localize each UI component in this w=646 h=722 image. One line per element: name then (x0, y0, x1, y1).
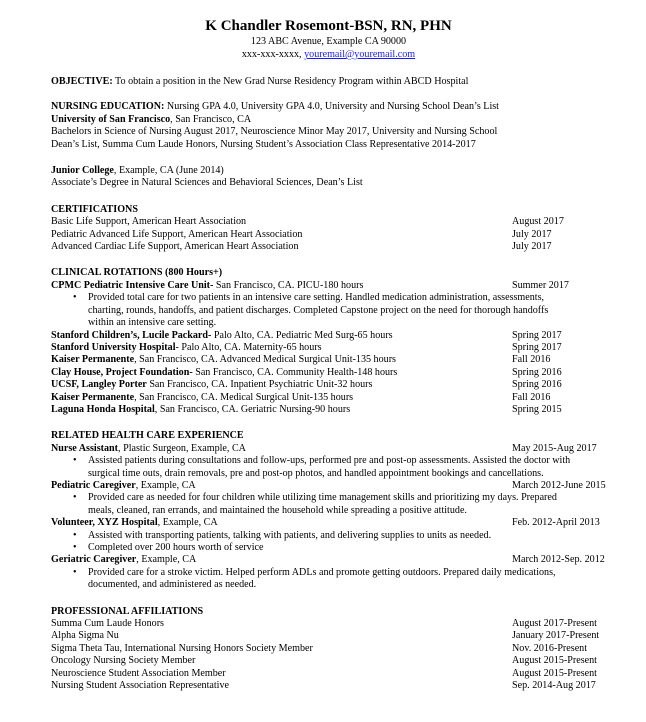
rotation-org: Stanford University Hospital (51, 341, 176, 353)
clinical-heading: CLINICAL ROTATIONS (800 Hours+) (51, 267, 223, 279)
rotation-details: - Palo Alto, CA. Maternity-65 hours (175, 341, 322, 353)
affiliation-name: Oncology Nursing Society Member (51, 655, 196, 667)
bullet-item: • Provided total care for two patients in an intensive care setting. Handled medication administration, assessments, charting, rounds, handoffs, and patient discharges. Completed Capstone project on the need for thorough handoffs within an intensive care setting. (88, 292, 606, 329)
job-bullets (51, 530, 606, 555)
certification-name: Basic Life Support, American Heart Association (51, 216, 247, 228)
rotation-details: San Francisco, CA. Inpatient Psychiatric Unit-32 hours (146, 379, 373, 391)
clinical-section (51, 267, 606, 416)
rotation-details: San Francisco, CA. Community Health-148 hours (192, 366, 398, 378)
affiliation-date: August 2017-Present (512, 618, 597, 630)
job-date: May 2015-Aug 2017 (512, 442, 597, 454)
rotation-row (51, 342, 606, 354)
contact-line (51, 48, 606, 61)
job-date: Feb. 2012-April 2013 (512, 517, 600, 529)
job-details: , Example, CA (135, 479, 196, 491)
bullet-item: • Provided care as needed for four children while utilizing time management skills and prioritizing my days. Prepared meals, cleaned, ran errands, and maintained the household while spreading a positive attitude. (88, 492, 606, 517)
affiliation-date: August 2015-Present (512, 655, 597, 667)
rotation-details: , San Francisco, CA. Geriatric Nursing-90 hours (154, 403, 351, 415)
rotation-org: Kaiser Permanente (51, 354, 135, 366)
rotation-row (51, 392, 606, 404)
certifications-heading: CERTIFICATIONS (51, 203, 138, 215)
affiliation-name: Summa Cum Laude Honors (51, 618, 164, 630)
rotation-date: Spring 2016 (512, 366, 562, 378)
job-date: March 2012-Sep. 2012 (512, 554, 605, 566)
job-details: , Example, CA (157, 517, 218, 529)
rotation-row (51, 330, 606, 342)
affiliations-heading: PROFESSIONAL AFFILIATIONS (51, 605, 204, 617)
certification-date: July 2017 (512, 241, 552, 253)
rotation-row (51, 280, 606, 292)
rotation-row (51, 354, 606, 366)
rotation-details: , San Francisco, CA. Medical Surgical Unit-135 hours (134, 391, 354, 403)
affiliation-row (51, 668, 606, 680)
affiliation-date: Sep. 2014-Aug 2017 (512, 680, 596, 692)
rotation-details: , San Francisco, CA. Advanced Medical Surgical Unit-135 hours (134, 354, 396, 366)
degree-line: Bachelors in Science of Nursing August 2017, Neuroscience Minor May 2017, University and Nursing School (51, 126, 498, 138)
education-section (51, 101, 606, 189)
affiliation-row (51, 655, 606, 667)
address: 123 ABC Avenue, Example CA 90000 (250, 36, 407, 47)
certification-name: Advanced Cardiac Life Support, American Heart Association (51, 241, 299, 253)
rotation-row (51, 367, 606, 379)
job-details: , Example, CA (136, 554, 197, 566)
rotation-org: UCSF, Langley Porter (51, 379, 147, 391)
certification-date: August 2017 (512, 216, 564, 228)
rotation-bullets (51, 292, 606, 329)
bullet-item: • Provided care for a stroke victim. Helped perform ADLs and promote getting outdoors. Prepared daily medications, documented, and administered as needed. (88, 567, 606, 592)
job-row (51, 554, 606, 566)
rotation-date: Spring 2015 (512, 403, 562, 415)
job-title: Geriatric Caregiver (51, 554, 137, 566)
rotation-date: Fall 2016 (512, 391, 551, 403)
affiliations-section (51, 606, 606, 693)
job-bullets (51, 567, 606, 592)
affiliation-row (51, 618, 606, 630)
school-name: University of San Francisco (51, 113, 171, 125)
rotation-org: Kaiser Permanente (51, 391, 135, 403)
certification-date: July 2017 (512, 228, 552, 240)
affiliation-name: Nursing Student Association Representative (51, 680, 230, 692)
job-title: Nurse Assistant (51, 442, 119, 454)
objective-section (51, 76, 606, 88)
degree-line: Dean’s List, Summa Cum Laude Honors, Nursing Student’s Association Class Representative 2014-2017 (51, 138, 476, 150)
affiliation-row (51, 643, 606, 655)
certifications-section (51, 204, 606, 254)
certification-name: Pediatric Advanced Life Support, American Heart Association (51, 228, 303, 240)
certification-row (51, 216, 606, 228)
objective-text: To obtain a position in the New Grad Nurse Residency Program within ABCD Hospital (112, 76, 469, 87)
rotation-date: Spring 2017 (512, 329, 562, 341)
education-summary: Nursing GPA 4.0, University GPA 4.0, University and Nursing School Dean’s List (164, 101, 499, 113)
job-title: Volunteer, XYZ Hospital (51, 517, 158, 529)
experience-heading: RELATED HEALTH CARE EXPERIENCE (51, 430, 244, 442)
rotation-date: Spring 2017 (512, 341, 562, 353)
affiliation-date: January 2017-Present (512, 630, 600, 642)
affiliation-date: August 2015-Present (512, 667, 597, 679)
rotation-org: Stanford Children’s, Lucile Packard- (51, 329, 212, 341)
rotation-row (51, 379, 606, 391)
school-location: , Example, CA (June 2014) (113, 165, 224, 177)
job-details: , Plastic Surgeon, Example, CA (118, 442, 246, 454)
affiliation-row (51, 680, 606, 692)
certification-row (51, 229, 606, 241)
job-title: Pediatric Caregiver (51, 479, 136, 491)
rotation-org: Laguna Honda Hospital (51, 403, 155, 415)
affiliation-name: Neuroscience Student Association Member (51, 667, 226, 679)
job-row (51, 480, 606, 492)
affiliation-date: Nov. 2016-Present (512, 642, 588, 654)
degree-line: Associate’s Degree in Natural Sciences and Behavioral Sciences, Dean’s List (51, 177, 363, 189)
candidate-name: K Chandler Rosemont-BSN, RN, PHN (205, 18, 452, 34)
rotation-date: Summer 2017 (512, 279, 569, 291)
job-date: March 2012-June 2015 (512, 479, 606, 491)
education-heading: NURSING EDUCATION: (51, 101, 165, 113)
school-name: Junior College (51, 165, 114, 177)
affiliation-row (51, 630, 606, 642)
rotation-date: Fall 2016 (512, 354, 551, 366)
rotation-details: San Francisco, CA. PICU-180 hours (213, 279, 364, 291)
phone: xxx-xxx-xxxx, (241, 49, 305, 60)
resume-header (51, 17, 606, 61)
rotation-org: CPMC Pediatric Intensive Care Unit- (51, 279, 214, 291)
school-location: , San Francisco, CA (170, 113, 252, 125)
bullet-item: • Assisted patients during consultations and follow-ups, performed pre and post-op assessments. Assisted the doctor with surgical time outs, drain removals, pre and post-op photos, and handled appointment bookings and cancellations. (88, 455, 606, 480)
affiliation-name: Alpha Sigma Nu (51, 630, 119, 642)
experience-section (51, 430, 606, 591)
bullet-item: • Completed over 200 hours worth of service (88, 542, 606, 554)
rotation-org: Clay House, Project Foundation- (51, 366, 193, 378)
job-bullets (51, 492, 606, 517)
objective-heading: OBJECTIVE: (51, 76, 113, 87)
affiliation-name: Sigma Theta Tau, International Nursing Honors Society Member (51, 642, 313, 654)
bullet-item: • Assisted with transporting patients, talking with patients, and delivering supplies to units as needed. (88, 530, 606, 542)
job-row (51, 517, 606, 529)
job-row (51, 443, 606, 455)
job-bullets (51, 455, 606, 480)
rotation-date: Spring 2016 (512, 379, 562, 391)
email-link[interactable]: youremail@youremail.com (304, 49, 416, 60)
rotation-row (51, 404, 606, 416)
rotation-details: Palo Alto, CA. Pediatric Med Surg-65 hours (211, 329, 393, 341)
certification-row (51, 241, 606, 253)
